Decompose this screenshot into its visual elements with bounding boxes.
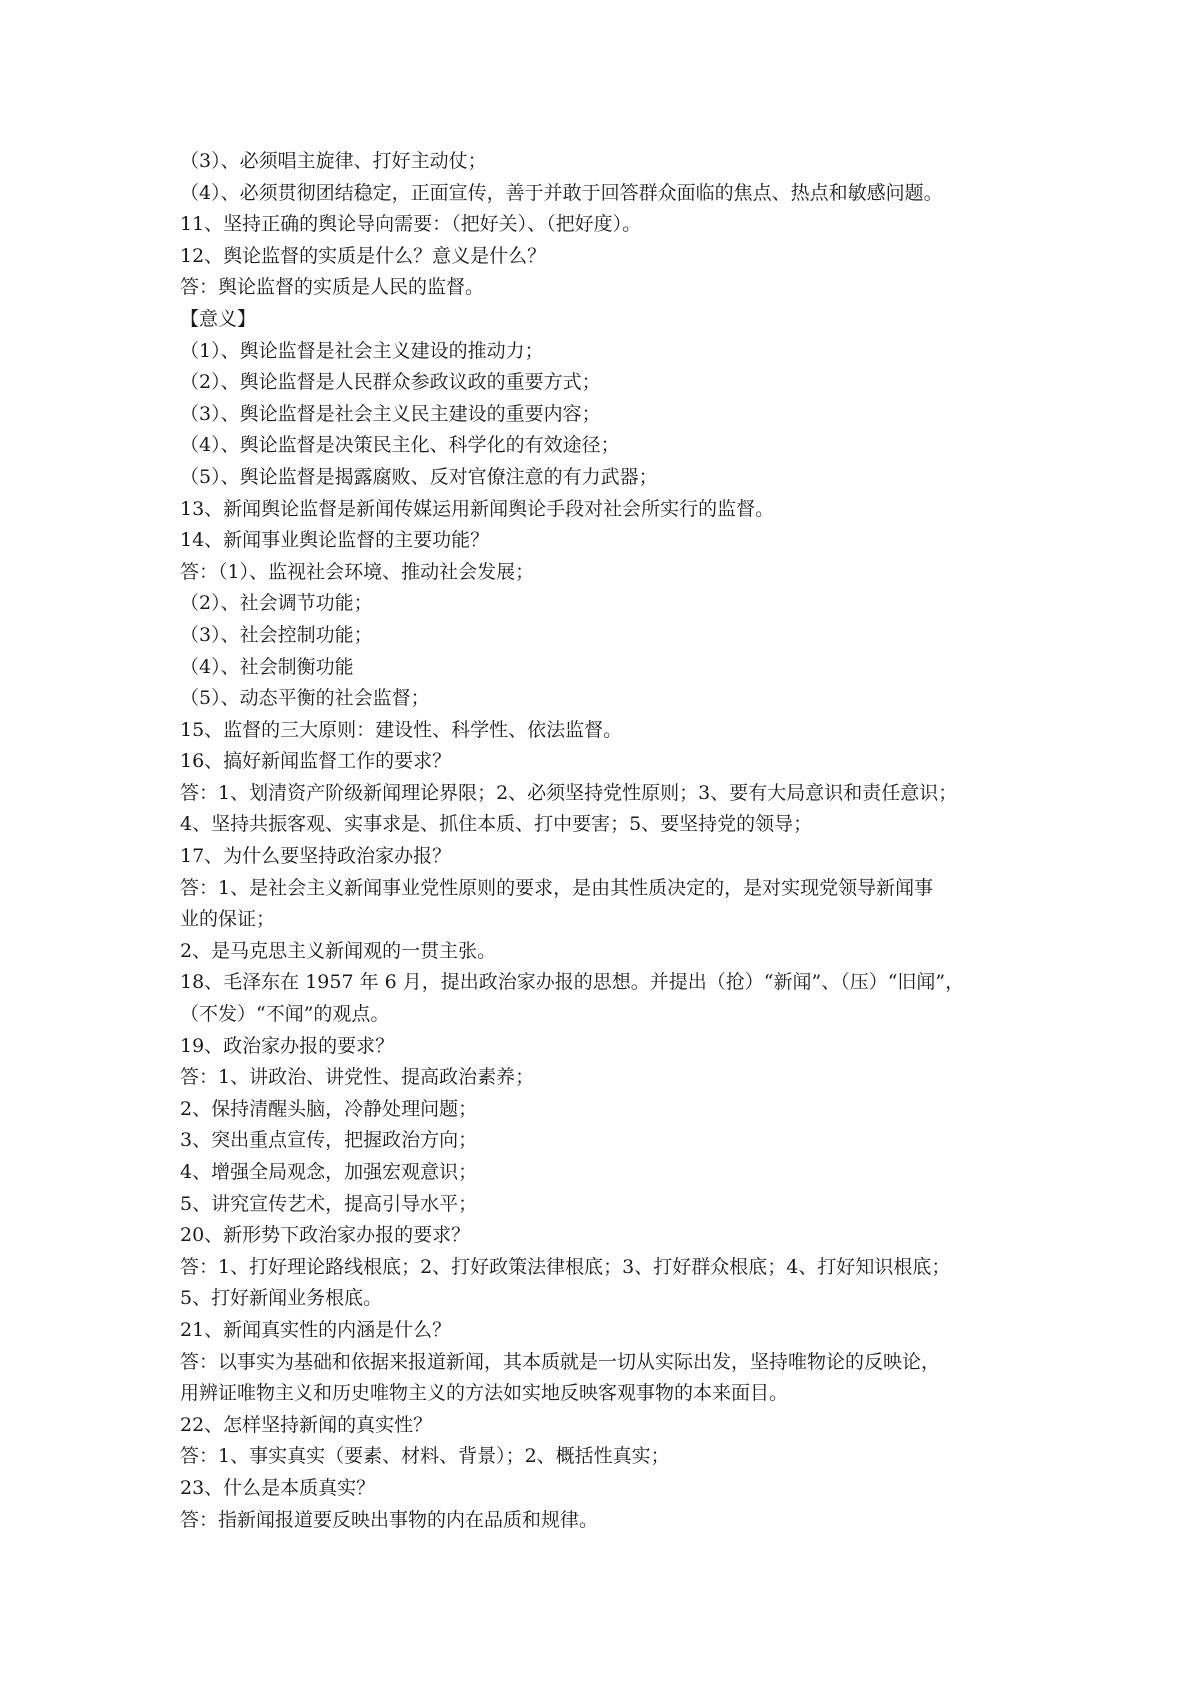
answer-line: 答：1、讲政治、讲党性、提高政治素养； (180, 1066, 535, 1089)
document-body (180, 146, 1040, 1536)
text-line: 3、突出重点宣传，把握政治方向； (180, 1129, 478, 1152)
text-line: 11、坚持正确的舆论导向需要：（把好关）、（把好度）。 (180, 213, 642, 236)
text-line: （3）、舆论监督是社会主义民主建设的重要内容； (180, 402, 601, 425)
text-line: 4、增强全局观念，加强宏观意识； (180, 1161, 478, 1183)
answer-line: 答：1、是社会主义新闻事业党性原则的要求，是由其性质决定的，是对实现党领导新闻事 (180, 876, 934, 899)
answer-line: 答：1、划清资产阶级新闻理论界限；2、必须坚持党性原则；3、要有大局意识和责任意识； (180, 781, 958, 804)
text-line: （3）、必须唱主旋律、打好主动仗； (180, 150, 487, 172)
text-line: （2）、舆论监督是人民群众参政议政的重要方式； (180, 371, 601, 394)
question-line: 20、新形势下政治家办报的要求？ (180, 1224, 471, 1247)
question-line: 12、舆论监督的实质是什么？意义是什么？ (180, 244, 547, 267)
text-line: （5）、舆论监督是揭露腐败、反对官僚注意的有力武器； (180, 465, 658, 488)
question-line: 21、新闻真实性的内涵是什么？ (180, 1318, 452, 1341)
question-line: 16、搞好新闻监督工作的要求？ (180, 750, 452, 773)
answer-line: 答：舆论监督的实质是人民的监督。 (180, 276, 485, 299)
text-line: 5、讲究宣传艺术，提高引导水平； (180, 1192, 478, 1215)
text-line: 15、监督的三大原则：建设性、科学性、依法监督。 (180, 718, 623, 741)
question-line: 14、新闻事业舆论监督的主要功能？ (180, 529, 490, 552)
text-line: （4）、社会制衡功能 (180, 655, 354, 678)
text-line: （5）、动态平衡的社会监督； (180, 687, 430, 710)
question-line: 23、什么是本质真实？ (180, 1476, 376, 1499)
question-line: 22、怎样坚持新闻的真实性？ (180, 1413, 433, 1436)
text-line: 业的保证； (180, 908, 276, 931)
text-line: 13、新闻舆论监督是新闻传媒运用新闻舆论手段对社会所实行的监督。 (180, 497, 775, 520)
text-line: （4）、必须贯彻团结稳定，正面宣传，善于并敢于回答群众面临的焦点、热点和敏感问题。 (180, 181, 943, 204)
answer-line: 答：以事实为基础和依据来报道新闻，其本质就是一切从实际出发，坚持唯物论的反映论， (180, 1350, 941, 1373)
text-line: （4）、舆论监督是决策民主化、科学化的有效途径； (180, 434, 620, 457)
section-heading: 【意义】 (180, 307, 257, 330)
text-line: （2）、社会调节功能； (180, 592, 373, 615)
question-line: 19、政治家办报的要求？ (180, 1034, 395, 1057)
answer-line: 答：（1）、监视社会环境、推动社会发展； (180, 560, 535, 583)
text-line: 2、保持清醒头脑，冷静处理问题； (180, 1097, 478, 1120)
text-line: 4、坚持共振客观、实事求是、抓住本质、打中要害；5、要坚持党的领导； (180, 813, 813, 836)
answer-line: 答：1、事实真实（要素、材料、背景）；2、概括性真实； (180, 1445, 670, 1468)
text-line: 2、是马克思主义新闻观的一贯主张。 (180, 939, 497, 962)
text-line: 用辨证唯物主义和历史唯物主义的方法如实地反映客观事物的本来面目。 (180, 1382, 789, 1405)
question-line: 17、为什么要坚持政治家办报？ (180, 845, 452, 868)
text-line: （1）、舆论监督是社会主义建设的推动力； (180, 339, 544, 362)
answer-line: 答：1、打好理论路线根底；2、打好政策法律根底；3、打好群众根底；4、打好知识根底； (180, 1255, 951, 1278)
text-line: （3）、社会控制功能； (180, 623, 373, 646)
text-line: 18、毛泽东在 1957 年 6 月，提出政治家办报的思想。并提出（抢）“新闻”、（压）“旧闻”， (180, 971, 965, 994)
text-line: （不发）“不闻”的观点。 (180, 1003, 390, 1026)
text-line: 5、打好新闻业务根底。 (180, 1287, 383, 1310)
answer-line: 答：指新闻报道要反映出事物的内在品质和规律。 (180, 1508, 599, 1531)
